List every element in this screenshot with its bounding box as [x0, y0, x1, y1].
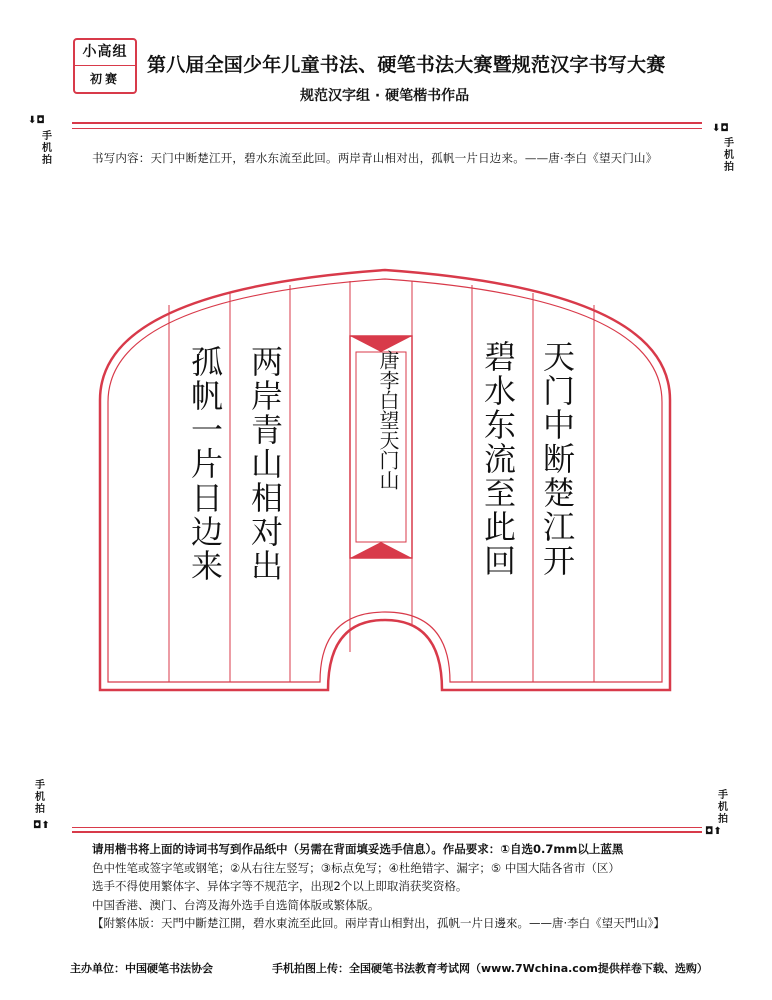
group-label: 小高组: [75, 40, 135, 66]
upload-info: 手机拍图上传：全国硬笔书法教育考试网（www.7Wchina.com提供样卷下载、选购）: [272, 962, 708, 975]
instruction-line: 中国香港、澳门、台湾及海外选手自选简体版或繁体版。: [92, 897, 380, 912]
writing-content: 书写内容：天门中断楚江开，碧水东流至此回。两岸青山相对出，孤帆一片日边来。——唐·李白《望天门山》: [92, 151, 658, 165]
attribution-text: 唐李白望天门山: [376, 350, 400, 490]
tag-char: 手: [724, 138, 734, 149]
tag-char: 拍: [42, 155, 52, 166]
tag-char: 拍: [724, 162, 734, 173]
phone-photo-tag-bottom-right: [716, 790, 730, 826]
instruction-line: 色中性笔或签字笔或钢笔；②从右往左竖写；③标点免写；④杜绝错字、漏字；⑤ 中国大陆各省市（区）: [92, 860, 620, 875]
tag-char: 机: [724, 150, 734, 161]
verse-column-2: 碧水东流至此回: [479, 340, 517, 578]
instruction-line: 请用楷书将上面的诗词书写到作品纸中（另需在背面填妥选手信息）。作品要求：①自选0.7mm以上蓝黑: [92, 842, 624, 856]
verse-column-4: 孤帆一片日边来: [186, 345, 224, 583]
category-subtitle: 规范汉字组 · 硬笔楷书作品: [300, 88, 470, 104]
instruction-line: 选手不得使用繁体字、异体字等不规范字，出现2个以上即取消获奖资格。: [92, 879, 468, 893]
tag-char: 手: [42, 131, 52, 142]
instruction-line: 【附繁体版：天門中斷楚江開，碧水東流至此回。兩岸青山相對出，孤帆一片日邊來。——唐·李白《望天門山》】: [92, 916, 665, 930]
phone-photo-tag-bottom-left: [33, 780, 47, 816]
upload-camera-icon: ◘⬆: [705, 826, 722, 837]
verse-column-3: 两岸青山相对出: [246, 345, 284, 583]
tag-char: 手: [35, 780, 45, 791]
bottom-rule-thin: [72, 827, 702, 828]
verse-column-1: 天门中断楚江开: [538, 340, 576, 578]
tag-char: 拍: [718, 814, 728, 825]
organizer: 主办单位：中国硬笔书法协会: [70, 962, 213, 975]
tag-char: 手: [718, 790, 728, 801]
bottom-rule: [72, 831, 702, 833]
download-camera-icon: ⬇◘: [712, 123, 729, 134]
tag-char: 机: [35, 792, 45, 803]
round-label: 初赛: [89, 72, 120, 86]
instructions: [92, 840, 704, 933]
download-camera-icon: ⬇◘: [28, 115, 45, 126]
upload-camera-icon: ◘⬆: [33, 820, 50, 831]
tag-char: 机: [718, 802, 728, 813]
competition-title: 第八届全国少年儿童书法、硬笔书法大赛暨规范汉字书写大赛: [147, 54, 666, 76]
tag-char: 拍: [35, 804, 45, 815]
tag-char: 机: [42, 143, 52, 154]
